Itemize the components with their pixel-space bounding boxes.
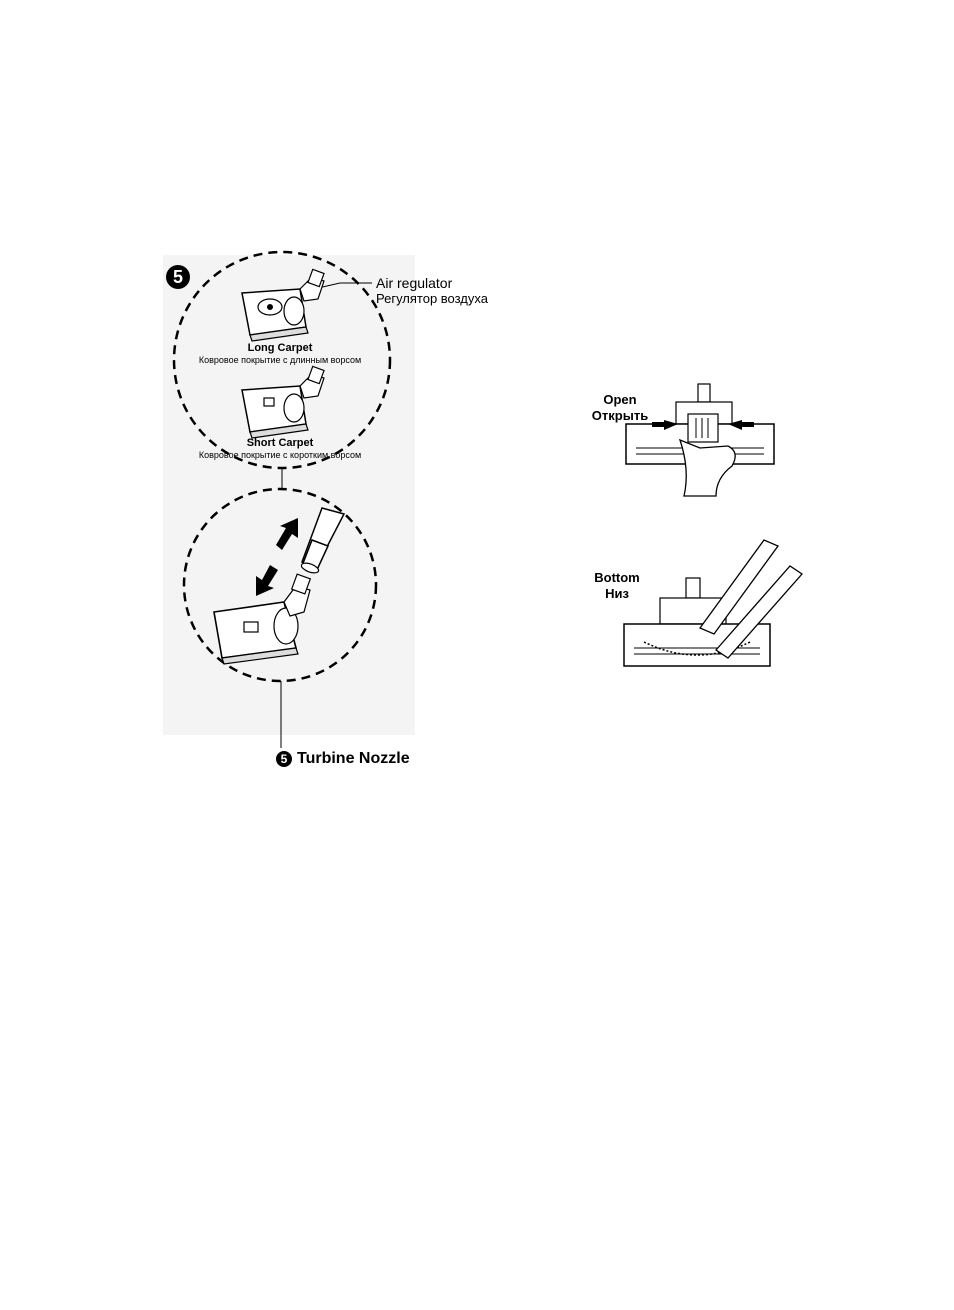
caption-title: Turbine Nozzle bbox=[297, 750, 410, 767]
short-carpet-label-ru: Ковровое покрытие с коротким ворсом bbox=[198, 450, 362, 460]
open-label-ru: Открыть bbox=[591, 408, 649, 423]
short-carpet-label-en: Short Carpet bbox=[246, 437, 314, 449]
nozzle-icon bbox=[242, 269, 324, 341]
bottom-label-en: Bottom bbox=[594, 570, 640, 585]
air-regulator-label-en: Air regulator bbox=[376, 275, 453, 291]
bottom-label-ru: Низ bbox=[605, 586, 629, 601]
pipe-icon bbox=[300, 508, 344, 575]
caption-badge: 5 bbox=[276, 751, 292, 767]
long-carpet-label-en: Long Carpet bbox=[247, 342, 313, 354]
open-label-en: Open bbox=[603, 392, 637, 407]
nozzle-icon bbox=[242, 366, 324, 438]
step-badge: 5 bbox=[166, 265, 190, 289]
air-regulator-leader bbox=[318, 283, 372, 288]
long-carpet-label-ru: Ковровое покрытие с длинным ворсом bbox=[198, 355, 362, 365]
hand-icon bbox=[680, 440, 735, 496]
arrow-up-icon bbox=[276, 518, 298, 550]
air-regulator-label-ru: Регулятор воздуха bbox=[376, 291, 488, 306]
arrow-down-icon bbox=[256, 565, 278, 596]
